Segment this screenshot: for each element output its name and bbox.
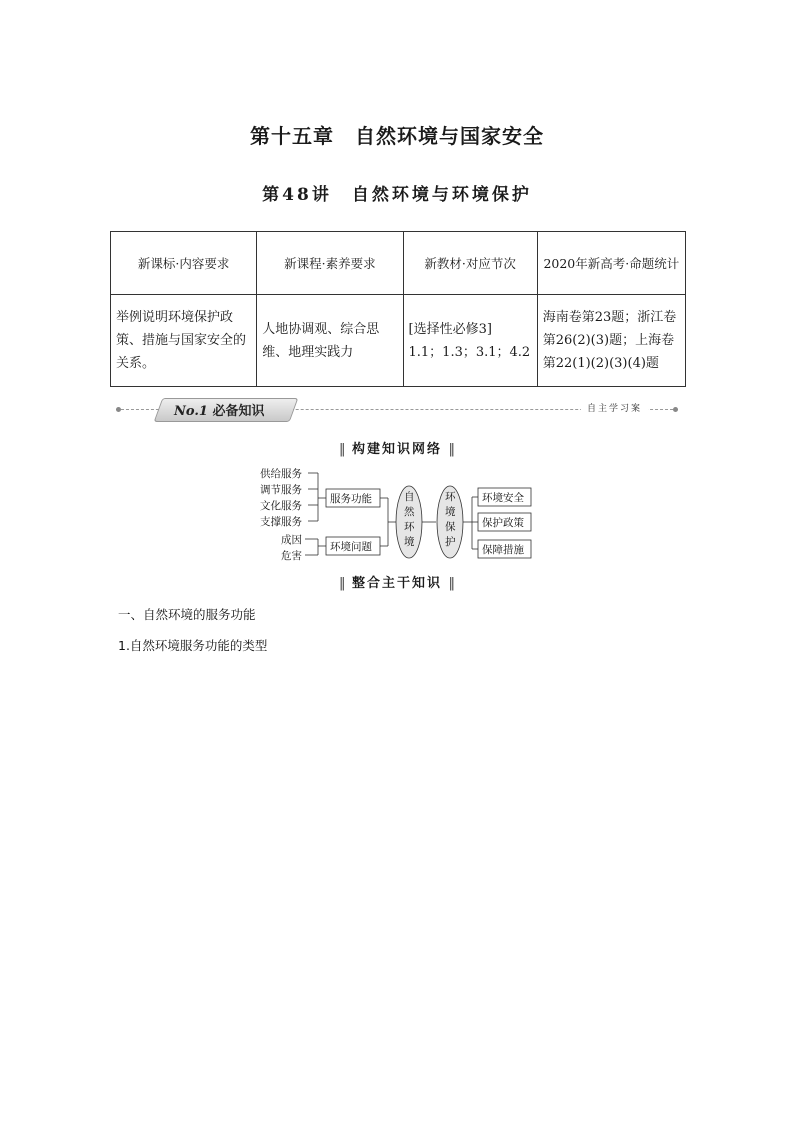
lesson-title: 第48讲 自然环境与环境保护 bbox=[262, 185, 532, 205]
diagram-label: 供给服务 bbox=[260, 468, 302, 480]
section-heading-network: ‖ 构建知识网络 ‖ bbox=[338, 442, 456, 457]
oval2-char: 护 bbox=[445, 536, 456, 548]
diagram-label: 危害 bbox=[281, 550, 302, 562]
table-cell: 举例说明环境保护政策、措施与国家安全的关系。 bbox=[111, 295, 257, 387]
banner-title: 必备知识 bbox=[212, 404, 265, 419]
table-header-cell: 新教材·对应节次 bbox=[403, 232, 537, 295]
oval2-char: 保 bbox=[445, 521, 456, 533]
heading-service-functions: 一、自然环境的服务功能 bbox=[118, 607, 256, 622]
banner-tab-label bbox=[174, 400, 304, 420]
diagram-box-label: 环境安全 bbox=[482, 492, 524, 504]
table-cell: [选择性必修3] 1.1；1.3；3.1；4.2 bbox=[403, 295, 537, 387]
banner-dot-right bbox=[673, 407, 678, 412]
oval1-char: 然 bbox=[404, 506, 415, 518]
diagram-label: 文化服务 bbox=[260, 500, 302, 512]
diagram-box-label: 环境问题 bbox=[330, 541, 372, 553]
banner-dot-left bbox=[116, 407, 121, 412]
diagram-label: 成因 bbox=[281, 534, 302, 546]
knowledge-network-diagram bbox=[250, 460, 550, 570]
table-cell: 海南卷第23题；浙江卷第26(2)(3)题；上海卷第22(1)(2)(3)(4)题 bbox=[537, 295, 685, 387]
diagram-box-label: 保护政策 bbox=[482, 517, 524, 529]
requirements-table bbox=[110, 231, 686, 387]
diagram-label: 调节服务 bbox=[260, 484, 302, 496]
section-heading-core-text: 整合主干知识 bbox=[351, 576, 442, 591]
diagram-box-label: 服务功能 bbox=[330, 493, 372, 505]
chapter-title: 第十五章 自然环境与国家安全 bbox=[250, 124, 544, 148]
diagram-box-label: 保障措施 bbox=[482, 544, 524, 556]
subheading-service-types: 1.自然环境服务功能的类型 bbox=[118, 638, 268, 653]
oval1-char: 环 bbox=[404, 521, 415, 533]
oval1-char: 自 bbox=[404, 491, 415, 503]
section-banner bbox=[116, 398, 678, 422]
table-cell: 人地协调观、综合思维、地理实践力 bbox=[257, 295, 403, 387]
diagram-label: 支撑服务 bbox=[260, 516, 302, 528]
oval1-char: 境 bbox=[404, 536, 415, 548]
table-header-row bbox=[111, 232, 686, 295]
banner-right-label: 自主学习案 bbox=[581, 401, 648, 414]
section-heading-network-text: 构建知识网络 bbox=[351, 442, 442, 457]
oval2-char: 境 bbox=[445, 506, 456, 518]
table-header-cell: 2020年新高考·命题统计 bbox=[537, 232, 685, 295]
oval2-char: 环 bbox=[445, 491, 456, 503]
section-heading-core: ‖ 整合主干知识 ‖ bbox=[338, 576, 456, 591]
table-header-cell: 新课标·内容要求 bbox=[111, 232, 257, 295]
table-row bbox=[111, 295, 686, 387]
banner-number: No.1 bbox=[174, 404, 208, 419]
table-header-cell: 新课程·素养要求 bbox=[257, 232, 403, 295]
